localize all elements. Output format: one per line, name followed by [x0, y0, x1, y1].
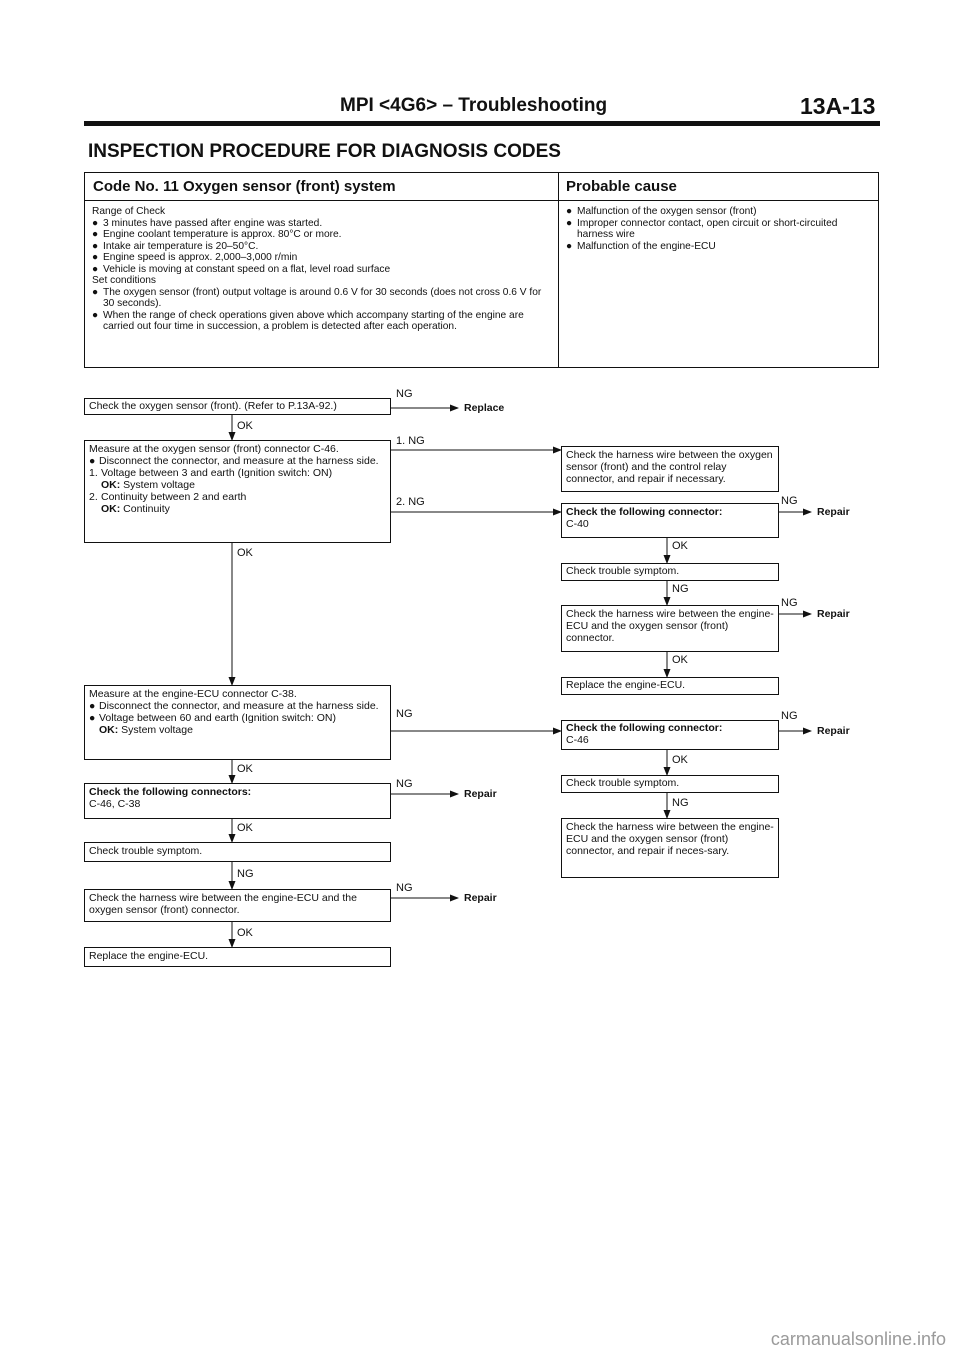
step-check-connectors: Check the following connectors: C-46, C-38 [84, 783, 391, 819]
right-check-connector-c40: Check the following connector: C-40 [561, 503, 779, 538]
range-item: Engine speed is approx. 2,000–3,000 r/min [103, 252, 298, 263]
label-repair: Repair [817, 608, 850, 620]
label-ng-1: 1. NG [396, 435, 425, 447]
range-item: Intake air temperature is 20–50°C. [103, 240, 259, 252]
label-ng: NG [396, 388, 413, 400]
label-ng: NG [396, 882, 413, 894]
table-left-header: Code No. 11 Oxygen sensor (front) system [93, 178, 396, 195]
label-ng: NG [781, 495, 798, 507]
label-ok: OK [672, 540, 688, 552]
right-replace-ecu: Replace the engine-ECU. [561, 677, 779, 695]
label-ok: OK [237, 927, 253, 939]
label-ng: NG [396, 778, 413, 790]
step-check-trouble-symptom: Check trouble symptom. [84, 842, 391, 862]
label-ok: OK [237, 420, 253, 432]
range-item: Vehicle is moving at constant speed on a flat, level road surface [103, 263, 391, 275]
label-replace: Replace [464, 402, 505, 414]
watermark: carmanualsonline.info [770, 1329, 946, 1349]
label-ng-2: 2. NG [396, 496, 425, 508]
right-check-trouble-symptom-2: Check trouble symptom. [561, 775, 779, 793]
cause-item: Malfunction of the engine-ECU [577, 240, 716, 252]
cause-item: Malfunction of the oxygen sensor (front) [577, 206, 757, 217]
range-title: Range of Check [92, 206, 166, 217]
set-item: The oxygen sensor (front) output voltage is around 0.6 V for 30 seconds (does not cross 0.6 V for 30 seconds). [103, 286, 542, 309]
page-number: 13A-13 [800, 93, 876, 119]
label-ok: OK [237, 763, 253, 775]
step-check-oxygen-sensor: Check the oxygen sensor (front). (Refer to P.13A-92.) [84, 398, 391, 415]
cause-item: Improper connector contact, open circuit or short-circuited harness wire [577, 217, 838, 240]
label-ok: OK [672, 754, 688, 766]
label-ng: NG [237, 868, 254, 880]
label-repair: Repair [817, 506, 850, 518]
step-measure-ecu-connector: Measure at the engine-ECU connector C-38. ● Disconnect the connector, and measure at the harness side. ● Voltage between 60 and earth (Ignition switch: ON) OK: System voltage [84, 685, 391, 760]
table-right-header: Probable cause [566, 178, 677, 195]
label-ng: NG [781, 710, 798, 722]
section-title: INSPECTION PROCEDURE FOR DIAGNOSIS CODES [88, 141, 561, 162]
right-check-harness-control-relay: Check the harness wire between the oxygen sensor (front) and the control relay connector, and repair if necessary. [561, 446, 779, 492]
label-repair: Repair [464, 788, 497, 800]
label-ok: OK [237, 547, 253, 559]
probable-cause-cell: ● Malfunction of the oxygen sensor (front) ● Improper connector contact, open circuit or short-circuited harness wire ● Malfunction of the engine-ECU [566, 206, 871, 252]
range-item: Engine coolant temperature is approx. 80°C or more. [103, 229, 342, 240]
label-repair: Repair [464, 892, 497, 904]
step-measure-sensor-connector: Measure at the oxygen sensor (front) connector C-46. ● Disconnect the connector, and measure at the harness side. 1. Voltage between 3 and earth (Ignition switch: ON) OK: System voltage 2. Continuity between 2 and earth OK: Continuity [84, 440, 391, 543]
set-conditions-title: Set conditions [92, 275, 156, 286]
label-ok: OK [672, 654, 688, 666]
step-replace-ecu: Replace the engine-ECU. [84, 947, 391, 967]
range-item: 3 minutes have passed after engine was started. [103, 217, 323, 229]
label-ng: NG [781, 597, 798, 609]
right-check-harness-repair: Check the harness wire between the engine-ECU and the oxygen sensor (front) connector, and repair if neces-sary. [561, 818, 779, 878]
label-ng: NG [396, 708, 413, 720]
label-ok: OK [237, 822, 253, 834]
right-check-harness-ecu-sensor: Check the harness wire between the engine-ECU and the oxygen sensor (front) connector. [561, 605, 779, 652]
right-check-trouble-symptom: Check trouble symptom. [561, 563, 779, 581]
page-header-title: MPI <4G6> – Troubleshooting [340, 95, 608, 116]
range-of-check-cell: Range of Check ● 3 minutes have passed after engine was started. ● Engine coolant temperature is approx. 80°C or more. ● Intake air temperature is 20–50°C. ● Engine speed is approx. 2,000–3,000 r/min ● Vehicle is moving at constant speed on a flat, level road surface Set conditions ● The oxygen sensor (front) output voltage is around 0.6 V for 30 seconds (does not cross 0.6 V for 30 seconds). ● When the range of check operations given above which accompany starting of the engine are carried out four time in succession, a problem is detected after each operation. [92, 206, 547, 333]
step-check-harness-ecu-sensor: Check the harness wire between the engine-ECU and the oxygen sensor (front) connector. [84, 889, 391, 922]
label-ng: NG [672, 583, 689, 595]
set-item: When the range of check operations given above which accompany starting of the engine are carried out four time in succession, a problem is detected after each operation. [103, 309, 524, 332]
label-repair: Repair [817, 725, 850, 737]
right-check-connector-c46: Check the following connector: C-46 [561, 720, 779, 750]
label-ng: NG [672, 797, 689, 809]
